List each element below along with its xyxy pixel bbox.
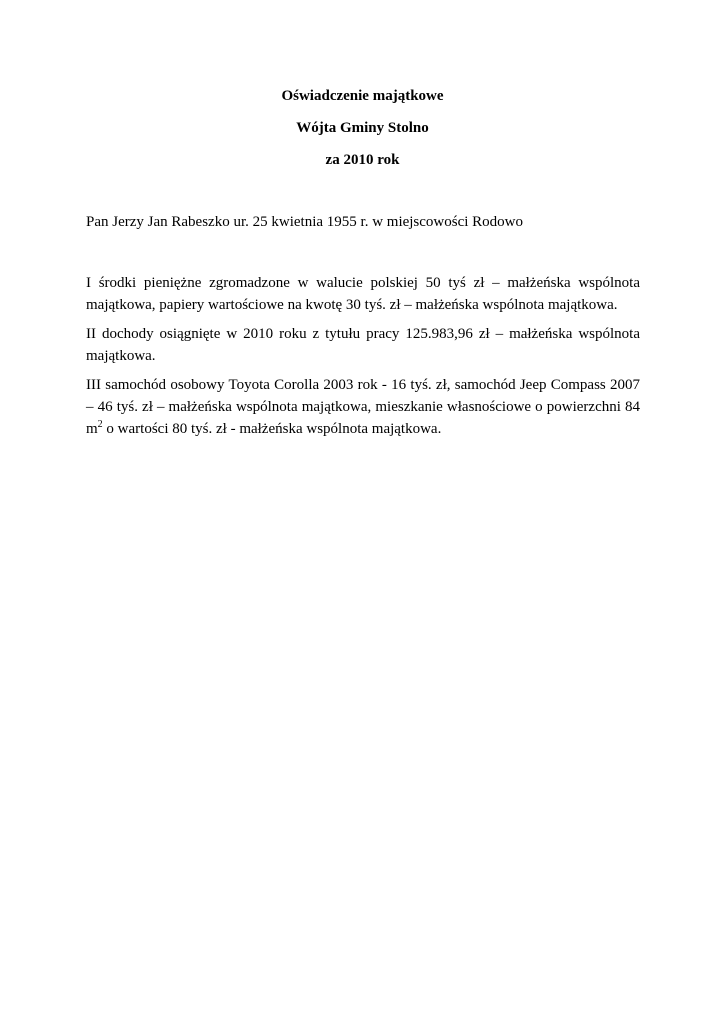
document-subtitle: Wójta Gminy Stolno xyxy=(296,120,429,136)
section-iii-property xyxy=(86,374,640,440)
superscript-2: 2 xyxy=(97,419,103,430)
section-iii-text-part2: o wartości 80 tyś. zł - małżeńska wspólnota majątkowa. xyxy=(102,421,442,437)
section-iii-text-part1: III samochód osobowy Toyota Corolla 2003 rok - 16 tyś. zł, samochód Jeep Compass 2007 – 46 tyś. zł – małżeńska wspólnota majątkowa, mieszkanie własnościowe o powierzchni 84 m xyxy=(86,377,640,437)
owner-line: Pan Jerzy Jan Rabeszko ur. 25 kwietnia 1955 r. w miejscowości Rodowo xyxy=(86,214,524,230)
document-year: za 2010 rok xyxy=(325,152,400,168)
document-title: Oświadczenie majątkowe xyxy=(281,88,444,104)
section-ii-income: II dochody osiągnięte w 2010 roku z tytułu pracy 125.983,96 zł – małżeńska wspólnota majątkowa. xyxy=(86,326,640,364)
section-i-cash-securities: I środki pieniężne zgromadzone w walucie polskiej 50 tyś zł – małżeńska wspólnota majątkowa, papiery wartościowe na kwotę 30 tyś. zł – małżeńska wspólnota majątkowa. xyxy=(86,275,640,313)
